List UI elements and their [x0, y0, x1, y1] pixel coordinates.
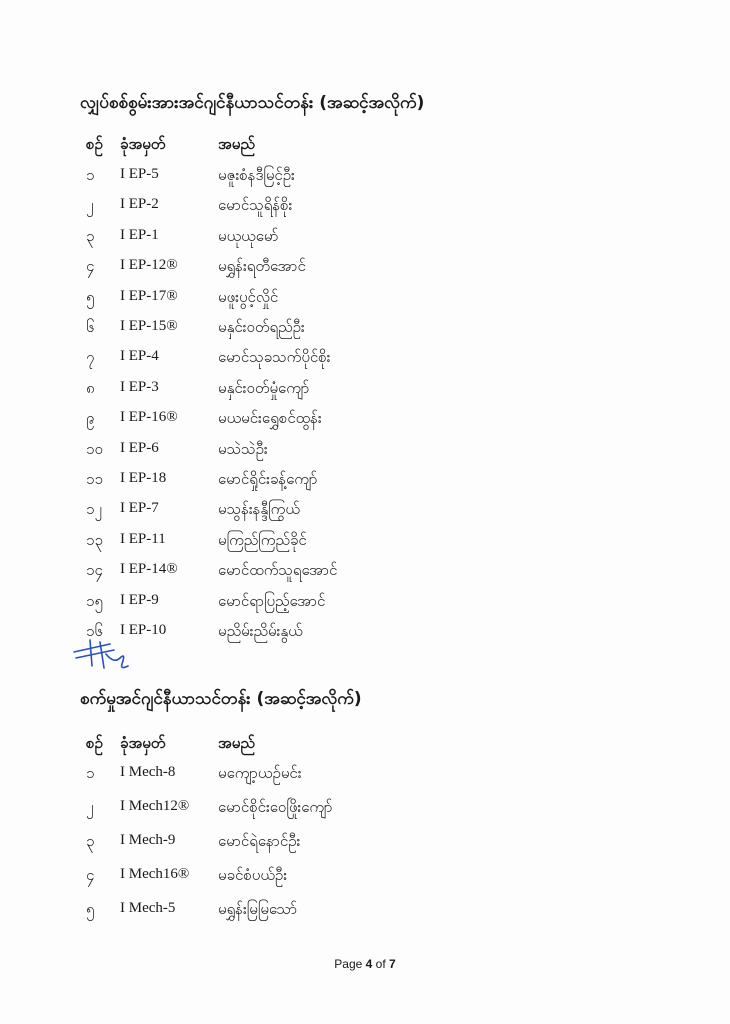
row-name: မောင်ရဲနောင်ဦး — [218, 832, 301, 850]
row-name: မနှင်းဝတ်ရည်ဦး — [218, 318, 305, 336]
row-serial-no: ၁ — [86, 764, 95, 782]
row-roll-no: I Mech-5 — [120, 900, 176, 916]
row-serial-no: ၉ — [86, 409, 95, 428]
row-roll-no: I EP-12® — [120, 257, 178, 274]
row-roll-no: I EP-16® — [120, 409, 178, 426]
table-row — [86, 900, 506, 924]
header-serial-no: စဥ် — [86, 734, 103, 752]
row-serial-no: ၁၀ — [86, 439, 103, 458]
table-row — [86, 348, 506, 372]
section-title-electrical-power: လျှပ်စစ်စွမ်းအားအင်ဂျင်နီယာသင်တန်း (အဆင့်အလိုက်) — [80, 93, 425, 113]
table-row — [86, 764, 506, 788]
footer-current-page: 4 — [365, 957, 373, 971]
footer-total-pages: 7 — [389, 957, 396, 971]
table-header — [86, 135, 486, 157]
table-row — [86, 257, 506, 281]
row-serial-no: ၅ — [86, 900, 95, 918]
page-footer — [0, 957, 730, 971]
row-serial-no: ၄ — [86, 257, 95, 276]
table-row — [86, 227, 506, 251]
table-row — [86, 866, 506, 890]
header-name: အမည် — [218, 734, 255, 752]
row-roll-no: I Mech-9 — [120, 832, 176, 848]
row-roll-no: I EP-5 — [120, 166, 159, 182]
row-name: မယမင်းရွှေစင်ထွန်း — [218, 409, 322, 428]
row-roll-no: I Mech12® — [120, 798, 190, 814]
row-name: မညိမ်းညိမ်းနွယ် — [218, 622, 303, 640]
row-serial-no: ၁၁ — [86, 470, 103, 488]
row-name: မရွှန်းမြမြသော် — [218, 900, 298, 918]
row-roll-no: I Mech16® — [120, 866, 190, 882]
row-serial-no: ၆ — [86, 318, 95, 336]
row-roll-no: I EP-10 — [120, 622, 167, 638]
row-serial-no: ၂ — [86, 798, 94, 816]
row-name: မောင်ရာပြည့်အောင် — [218, 591, 326, 610]
row-name: မနှင်းဝတ်မှုံကျော် — [218, 378, 310, 397]
row-roll-no: I EP-11 — [120, 530, 166, 547]
table-header — [86, 734, 486, 756]
row-name: မကြည်ကြည်ခိုင် — [218, 530, 307, 549]
table-row — [86, 531, 506, 555]
row-roll-no: I EP-17® — [120, 287, 178, 304]
row-name: မောင်သူရိန်စိုး — [218, 196, 293, 215]
table-row — [86, 318, 506, 342]
row-name: မဇူးစံနဒီမြင့်ဦး — [218, 166, 295, 184]
row-roll-no: I EP-7 — [120, 500, 159, 517]
row-serial-no: ၁၂ — [86, 500, 102, 519]
header-roll-no: ခုံအမှတ် — [120, 137, 166, 153]
row-serial-no: ၁၅ — [86, 591, 103, 610]
header-serial-no: စဥ် — [86, 135, 103, 153]
header-name: အမည် — [218, 135, 255, 153]
row-roll-no: I EP-3 — [120, 378, 159, 395]
row-serial-no: ၇ — [86, 348, 95, 367]
row-name: မောင်စိုင်းဝေဖြိုးကျော် — [218, 798, 333, 816]
row-roll-no: I EP-1 — [120, 226, 159, 243]
table-row — [86, 288, 506, 312]
table-row — [86, 561, 506, 585]
section-title-mechanical: စက်မှုအင်ဂျင်နီယာသင်တန်း (အဆင့်အလိုက်) — [80, 689, 362, 709]
row-name: မောင်ထက်သူရအောင် — [218, 561, 338, 580]
table-row — [86, 440, 506, 464]
row-serial-no: ၁ — [86, 166, 95, 184]
header-roll-no: ခုံအမှတ် — [120, 736, 166, 752]
row-roll-no: I EP-14® — [120, 561, 178, 578]
row-serial-no: ၁၄ — [86, 561, 103, 580]
table-row — [86, 409, 506, 433]
row-serial-no: ၅ — [86, 287, 95, 306]
row-serial-no: ၄ — [86, 866, 95, 884]
row-name: မခင်စံပယ်ဦး — [218, 866, 288, 884]
table-row — [86, 592, 506, 616]
table-row — [86, 379, 506, 403]
table-row — [86, 196, 506, 220]
row-name: မသွန်းနန္ဒီကြွယ် — [218, 500, 300, 519]
row-name: မောင်သုခသက်ပိုင်စိုး — [218, 348, 331, 367]
table-row — [86, 470, 506, 494]
row-serial-no: ၃ — [86, 226, 95, 245]
signature-mark — [70, 636, 140, 676]
row-serial-no: ၈ — [86, 378, 95, 397]
footer-middle: of — [372, 957, 390, 971]
row-roll-no: I Mech-8 — [120, 764, 176, 780]
row-name: မရွှန်းရတီအောင် — [218, 257, 306, 276]
footer-prefix: Page — [334, 957, 366, 971]
row-name: မဖူးပွင့်လှိုင် — [218, 287, 279, 306]
row-roll-no: I EP-2 — [120, 196, 159, 213]
table-row — [86, 166, 506, 190]
row-serial-no: ၃ — [86, 832, 95, 850]
row-roll-no: I EP-9 — [120, 591, 159, 608]
table-row — [86, 832, 506, 856]
row-roll-no: I EP-18 — [120, 470, 167, 486]
row-roll-no: I EP-15® — [120, 318, 178, 334]
row-name: မယုယုမော် — [218, 226, 279, 245]
row-roll-no: I EP-4 — [120, 348, 159, 365]
table-row — [86, 798, 506, 822]
row-serial-no: ၁၃ — [86, 530, 103, 549]
row-serial-no: ၁၆ — [86, 622, 103, 640]
row-name: မကျော့ယဥ်မင်း — [218, 764, 302, 782]
row-serial-no: ၂ — [86, 196, 94, 215]
table-row — [86, 500, 506, 524]
row-name: မသဲသဲဦး — [218, 439, 268, 458]
row-name: မောင်ရှိုင်းခန့်ကျော် — [218, 470, 318, 488]
row-roll-no: I EP-6 — [120, 439, 159, 456]
table-row — [86, 622, 506, 646]
